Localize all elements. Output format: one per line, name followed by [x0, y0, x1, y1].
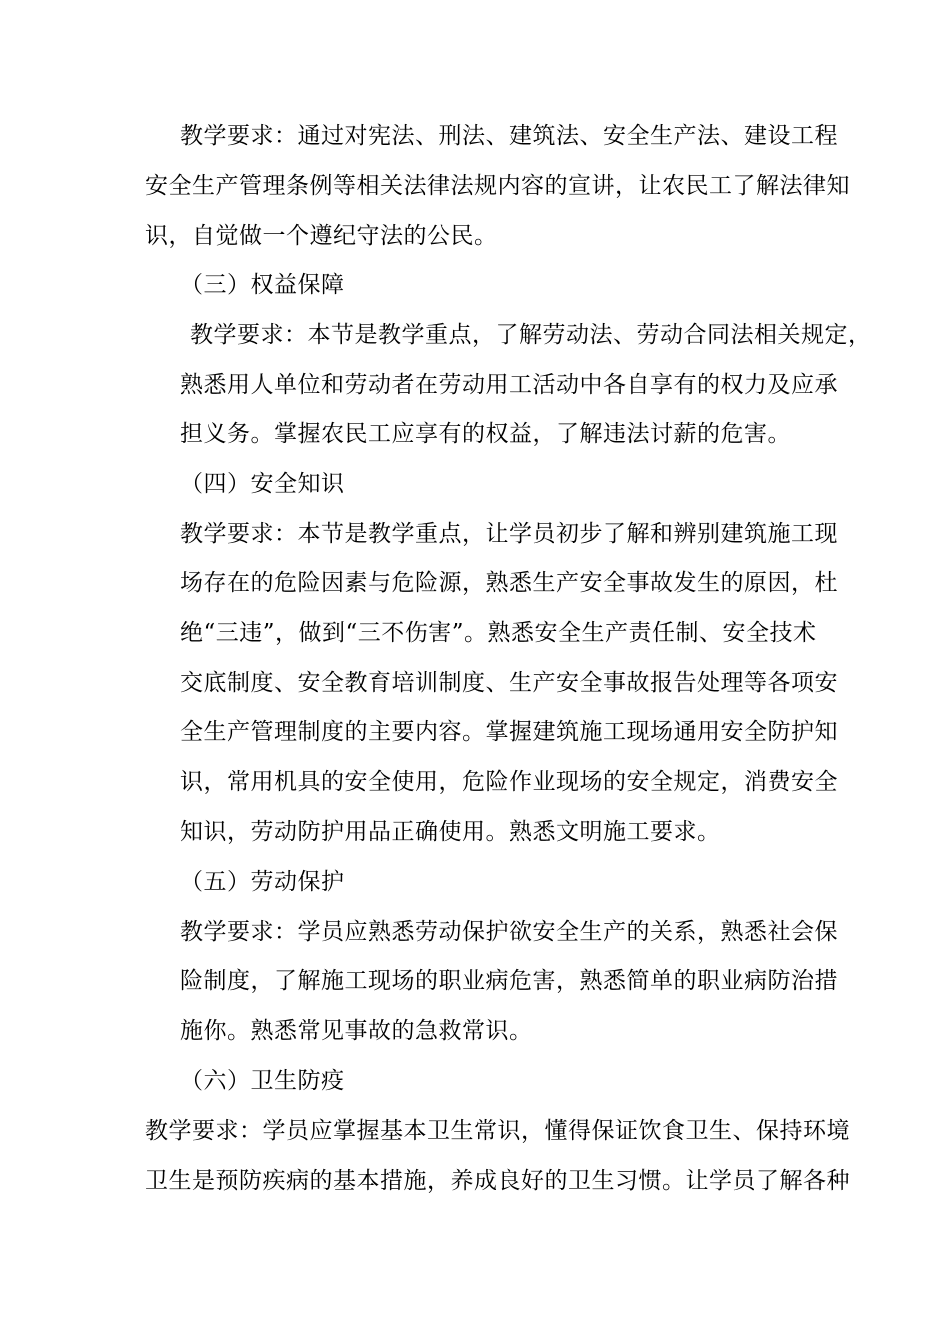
- text-line: 安全生产管理条例等相关法律法规内容的宣讲，让农民工了解法律知: [145, 173, 850, 199]
- text-line: 教学要求：学员应熟悉劳动保护欲安全生产的关系，熟悉社会保: [180, 919, 838, 945]
- text-line: 教学要求：通过对宪法、刑法、建筑法、安全生产法、建设工程: [180, 123, 838, 149]
- text-line: 教学要求：学员应掌握基本卫生常识，懂得保证饮食卫生、保持环境: [145, 1118, 850, 1144]
- text-line: 教学要求：本节是教学重点，让学员初步了解和辨别建筑施工现: [180, 521, 838, 547]
- section-heading-5: （五）劳动保护: [180, 869, 345, 895]
- text-line: 险制度，了解施工现场的职业病危害，熟悉简单的职业病防治措: [180, 968, 838, 994]
- section-heading-3: （三）权益保障: [180, 272, 345, 298]
- text-line: 熟悉用人单位和劳动者在劳动用工活动中各自享有的权力及应承: [180, 372, 838, 398]
- text-line: 知识，劳动防护用品正确使用。熟悉文明施工要求。: [180, 819, 721, 845]
- text-line: 识，常用机具的安全使用，危险作业现场的安全规定，消费安全: [180, 769, 838, 795]
- section-heading-4: （四）安全知识: [180, 471, 345, 497]
- text-line: 识，自觉做一个遵纪守法的公民。: [145, 223, 498, 249]
- text-line: 绝“三违”，做到“三不伤害”。熟悉安全生产责任制、安全技术: [180, 620, 817, 646]
- text-line: 全生产管理制度的主要内容。掌握建筑施工现场通用安全防护知: [180, 719, 838, 745]
- text-line: 交底制度、安全教育培训制度、生产安全事故报告处理等各项安: [180, 670, 838, 696]
- section-heading-6: （六）卫生防疫: [180, 1068, 345, 1094]
- text-line: 担义务。掌握农民工应享有的权益，了解违法讨薪的危害。: [180, 421, 791, 447]
- text-line: 施你。熟悉常见事故的急救常识。: [180, 1018, 533, 1044]
- text-line: 卫生是预防疾病的基本措施，养成良好的卫生习惯。让学员了解各种: [145, 1168, 850, 1194]
- text-line: 教学要求：本节是教学重点，了解劳动法、劳动合同法相关规定，: [190, 322, 872, 348]
- text-line: 场存在的危险因素与危险源，熟悉生产安全事故发生的原因，杜: [180, 570, 838, 596]
